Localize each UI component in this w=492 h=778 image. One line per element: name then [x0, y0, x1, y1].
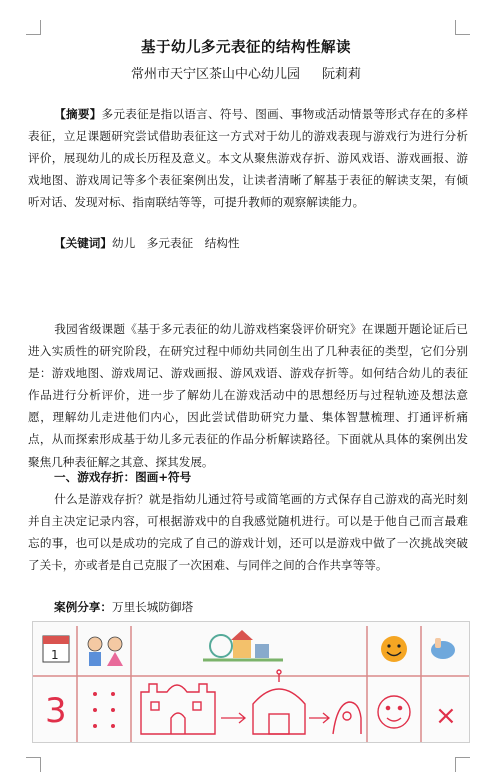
castle-drawing — [141, 684, 215, 734]
author-name: 阮莉莉 — [322, 67, 362, 82]
arrow-right-icon-2 — [309, 713, 329, 723]
author-school: 常州市天宁区茶山中心幼儿园 — [130, 67, 300, 82]
crop-mark-top-left — [26, 20, 41, 35]
keywords-line — [28, 232, 240, 254]
crop-mark-top-right — [455, 20, 470, 35]
dome-tower-drawing — [253, 670, 305, 734]
section-text: 什么是游戏存折？就是指幼儿通过符号或简笔画的方式保存自己游戏的高光时刻并自主决定记录内容，可根据游戏中的自我感觉随机进行。可以是于他自己而言最难忘的事，也可以是成功的完成了自己的游戏计划，还可以是游戏中做了一次挑战突破了关卡，亦或者是自己克服了一次困难、与同伴之间的合作共享等等。 — [28, 492, 468, 573]
intro-text: 我园省级课题《基于多元表征的幼儿游戏档案袋评价研究》在课题开题论证后已进入实质性的研究阶段，在研究过程中师幼共同创生出了几种表征的类型，它们分别是：游戏地图、游戏周记、游戏画报、游风戏语、游戏存折等。如何结合幼儿的表征作品进行分析评价，进一步了解幼儿在游戏活动中的思想经历与过程轨迹及想法意愿，理解幼儿走进他们内心，因此尝试借助研究力量、集体智慧梳理、打通评析痛点，从而探索形成基于幼儿多元表征的作品分析解读路径。下面就从具体的案例出发聚焦几种表征解之其意、探其发展。 — [28, 322, 468, 469]
section-heading-text: 一、游戏存折：图画+符号 — [54, 470, 192, 484]
abstract-text: 多元表征是指以语言、符号、图画、事物或活动情景等形式存在的多样表征，立足课题研究尝试借助表征这一方式对于幼儿的游戏表现与游戏行为进行分析评价，展现幼儿的成长历程及意义。本文从聚焦游戏存折、游风戏语、游戏画报、游戏地图、游戏周记等多个表征案例出发，让读者清晰了解基于表征的解读支架，有倾听对话、发现对标、指南联结等等，可提升教师的观察解读能力。 — [28, 107, 468, 210]
passbook-photo — [32, 621, 470, 743]
arrow-right-icon — [221, 713, 245, 723]
passbook-drawing — [33, 622, 469, 742]
section-heading — [28, 466, 191, 488]
case-line — [28, 596, 193, 618]
case-label: 案例分享： — [54, 600, 112, 614]
keywords-text: 幼儿 多元表征 结构性 — [111, 236, 240, 250]
case-title: 万里长城防御塔 — [111, 600, 194, 614]
drawn-face — [378, 696, 410, 728]
dot-marks — [93, 692, 115, 728]
page-title: 基于幼儿多元表征的结构性解读 — [141, 40, 351, 56]
smile-face-icon — [381, 636, 407, 662]
wall-drawing — [333, 702, 361, 734]
svg-text:1: 1 — [51, 648, 59, 662]
section-paragraph — [28, 488, 468, 576]
crop-mark-bottom-left — [26, 757, 41, 772]
cross-mark: × — [435, 701, 457, 731]
keywords-label: 【关键词】 — [54, 236, 112, 250]
abstract-paragraph — [28, 103, 468, 213]
author-line — [0, 63, 492, 82]
intro-paragraph — [28, 318, 468, 473]
crop-mark-bottom-right — [455, 757, 470, 772]
abstract-label: 【摘要】 — [54, 107, 102, 121]
calendar-icon — [43, 636, 69, 662]
row-number: 3 — [45, 691, 67, 731]
